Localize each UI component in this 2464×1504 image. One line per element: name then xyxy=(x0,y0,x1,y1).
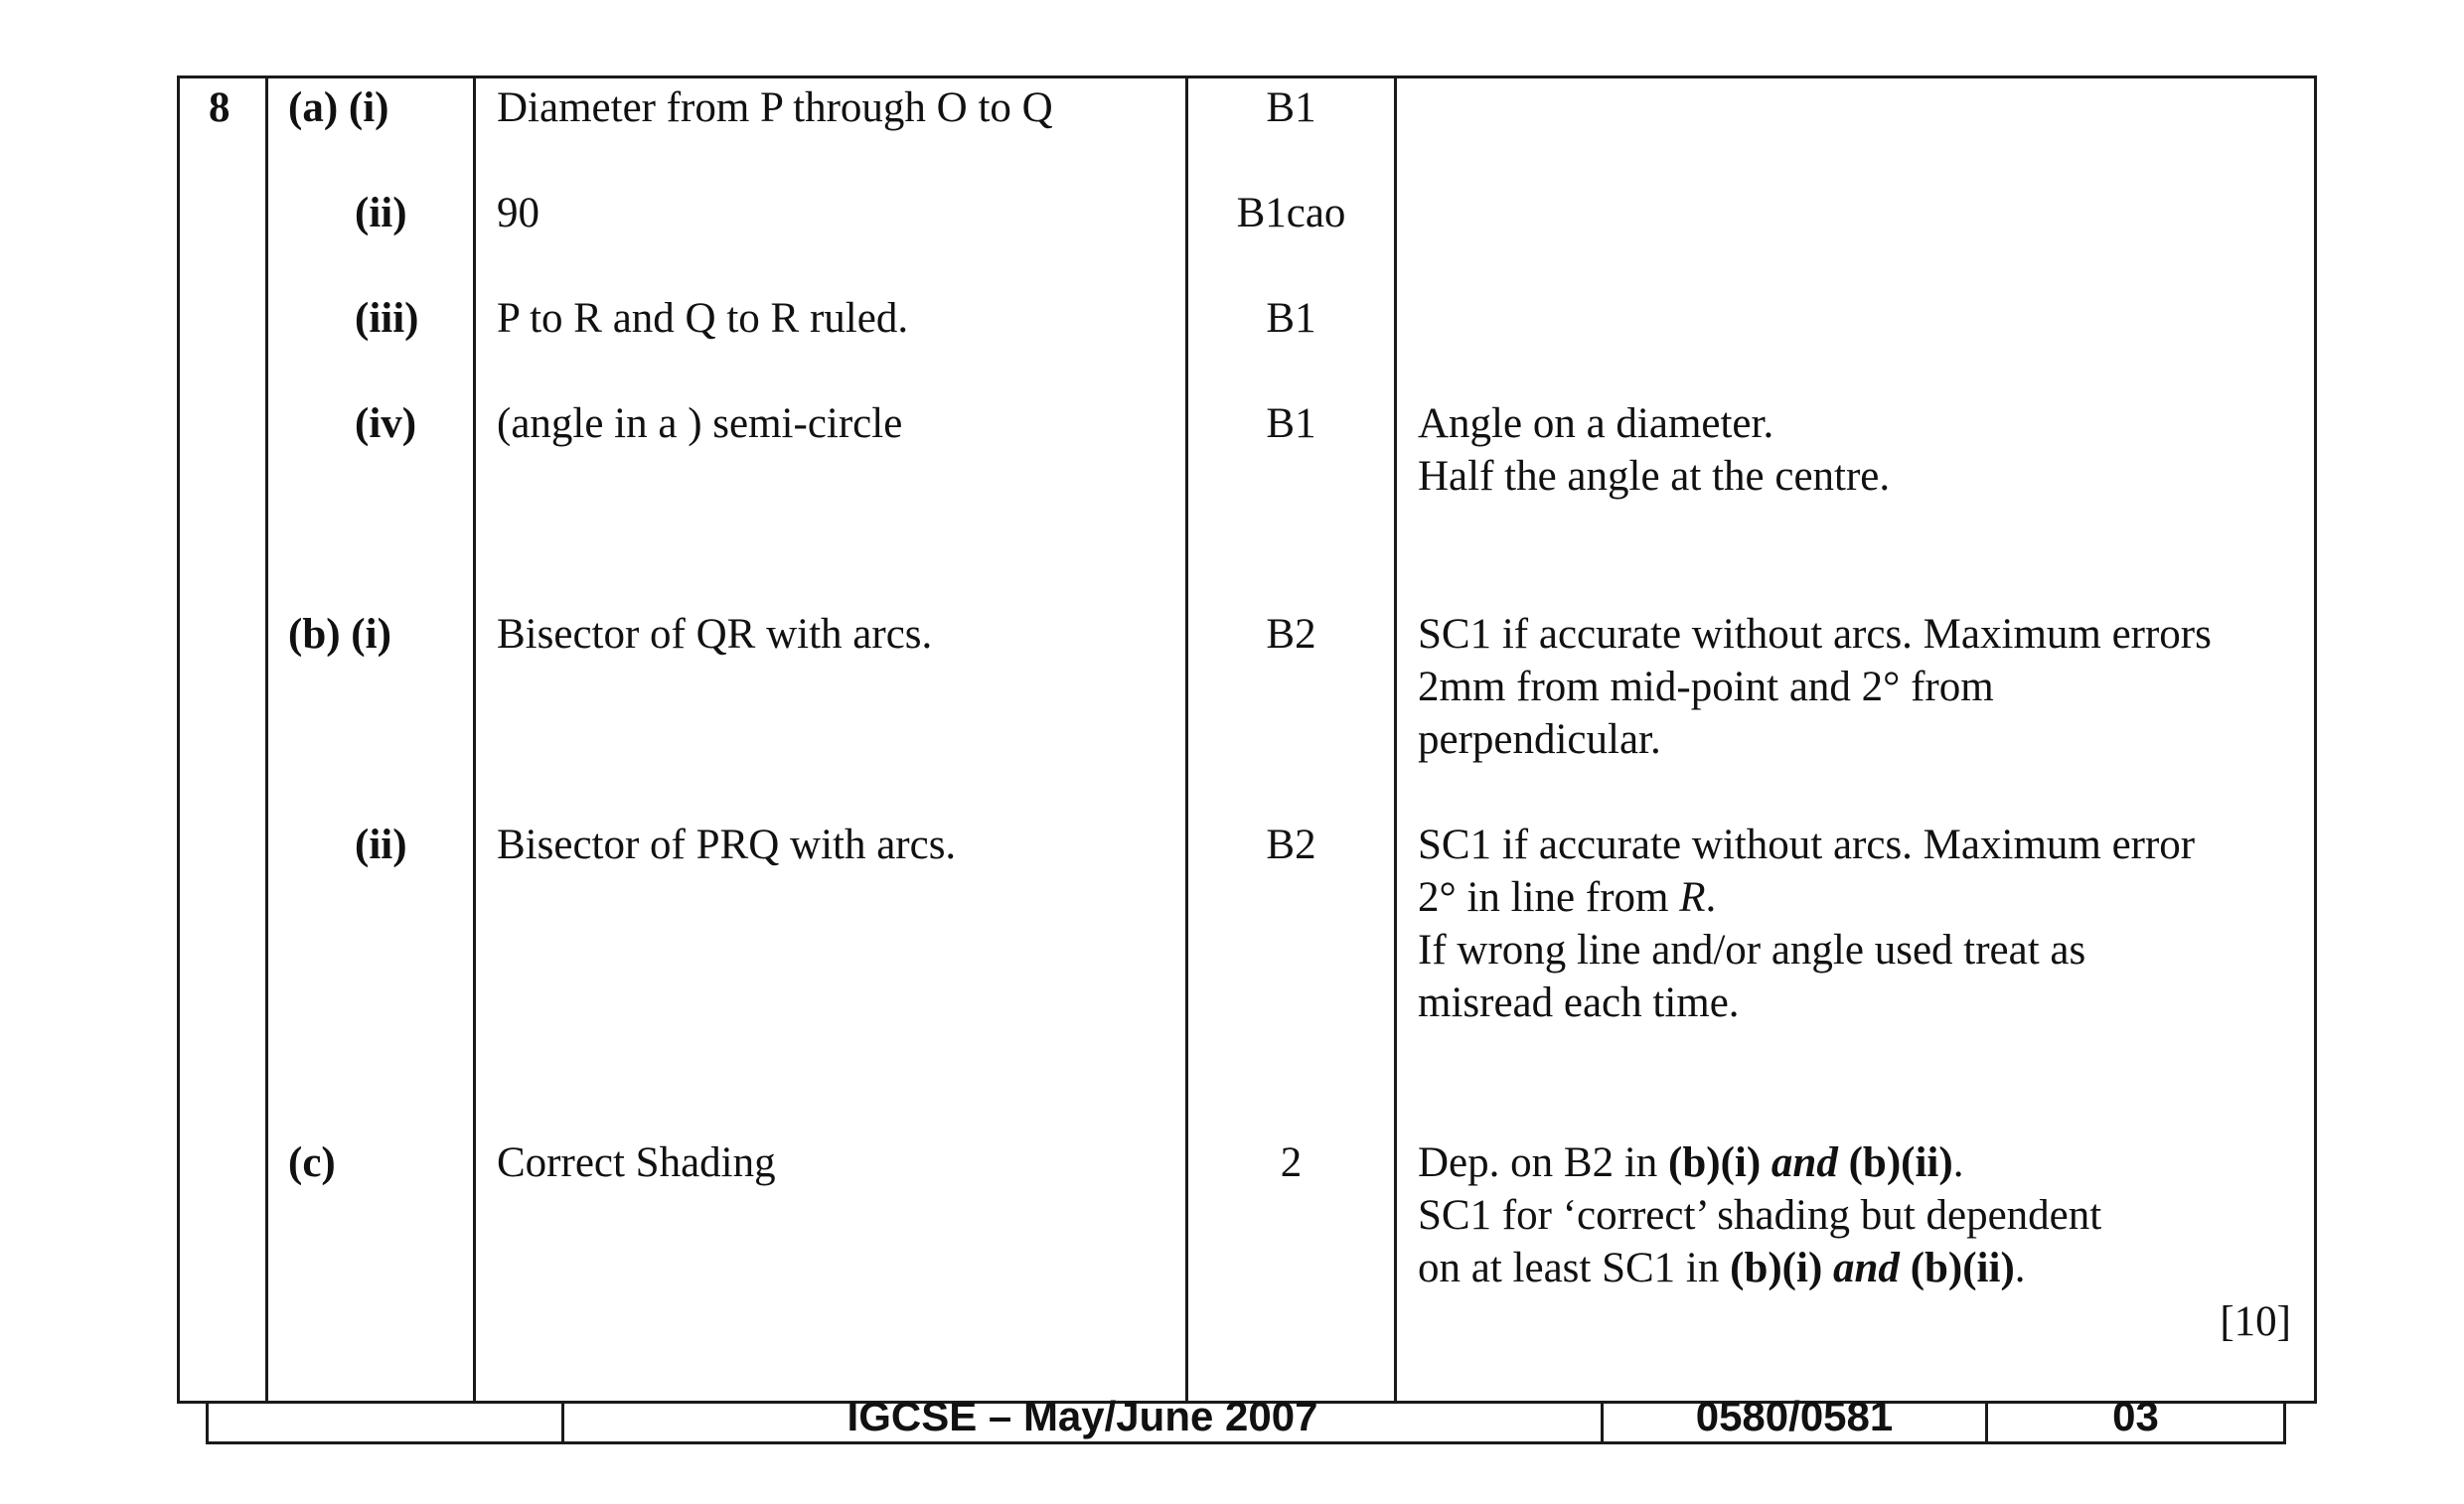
mark-value: B1 xyxy=(1266,295,1316,342)
comment-line: misread each time. xyxy=(1418,979,1740,1026)
footer-syllabus-code: 0580/0581 xyxy=(1695,1393,1894,1439)
footer-exam-title: IGCSE – May/June 2007 xyxy=(847,1393,1318,1439)
table-right-border xyxy=(2314,75,2317,1404)
mark-value: B1 xyxy=(1266,84,1316,131)
answer-text: Bisector of PRQ with arcs. xyxy=(497,822,957,868)
answer-text: 90 xyxy=(497,190,539,236)
comment-line: SC1 if accurate without arcs. Maximum error xyxy=(1418,822,2196,868)
mark-value: B1 xyxy=(1266,400,1316,447)
column-divider-number xyxy=(265,75,268,1404)
question-number: 8 xyxy=(209,84,231,131)
comment-block xyxy=(1418,397,1890,503)
column-divider-answer xyxy=(1185,75,1188,1404)
total-marks: [10] xyxy=(2220,1298,2291,1345)
mark-value: 2 xyxy=(1280,1139,1303,1186)
part-label: (b) (i) xyxy=(288,611,391,658)
answer-text: (angle in a ) semi-circle xyxy=(497,400,903,447)
table-top-border xyxy=(177,75,2317,78)
comment-line: Dep. on B2 in (b)(i) and (b)(ii). xyxy=(1418,1139,1964,1186)
part-label: (ii) xyxy=(355,822,407,868)
comment-block xyxy=(1418,608,2212,766)
column-divider-part xyxy=(473,75,476,1404)
comment-line: perpendicular. xyxy=(1418,716,1661,763)
comment-line: on at least SC1 in (b)(i) and (b)(ii). xyxy=(1418,1245,2026,1291)
answer-text: Diameter from P through O to Q xyxy=(497,84,1053,131)
comment-line: If wrong line and/or angle used treat as xyxy=(1418,927,2086,974)
footer-left-border xyxy=(206,1401,209,1444)
part-label: (c) xyxy=(288,1139,336,1186)
comment-line: 2° in line from R. xyxy=(1418,874,1717,921)
mark-value: B1cao xyxy=(1236,190,1346,236)
comment-block xyxy=(1418,819,2195,1029)
footer-paper-number: 03 xyxy=(2112,1393,2159,1439)
part-label: (ii) xyxy=(355,190,407,236)
comment-block xyxy=(1418,1136,2101,1294)
column-divider-mark xyxy=(1394,75,1397,1404)
footer-right-border xyxy=(2283,1401,2286,1444)
mark-value: B2 xyxy=(1266,822,1316,868)
answer-text: P to R and Q to R ruled. xyxy=(497,295,909,342)
comment-line: SC1 for ‘correct’ shading but dependent xyxy=(1418,1192,2102,1239)
comment-line: SC1 if accurate without arcs. Maximum errors xyxy=(1418,611,2212,658)
part-label: (a) (i) xyxy=(288,84,389,131)
comment-line: 2mm from mid-point and 2° from xyxy=(1418,664,1994,710)
mark-value: B2 xyxy=(1266,611,1316,658)
answer-text: Bisector of QR with arcs. xyxy=(497,611,933,658)
footer-bottom-border xyxy=(206,1441,2286,1444)
part-label: (iv) xyxy=(355,400,417,447)
part-label: (iii) xyxy=(355,295,419,342)
comment-line: Half the angle at the centre. xyxy=(1418,453,1891,500)
table-left-border xyxy=(177,75,180,1404)
comment-line: Angle on a diameter. xyxy=(1418,400,1774,447)
answer-text: Correct Shading xyxy=(497,1139,776,1186)
